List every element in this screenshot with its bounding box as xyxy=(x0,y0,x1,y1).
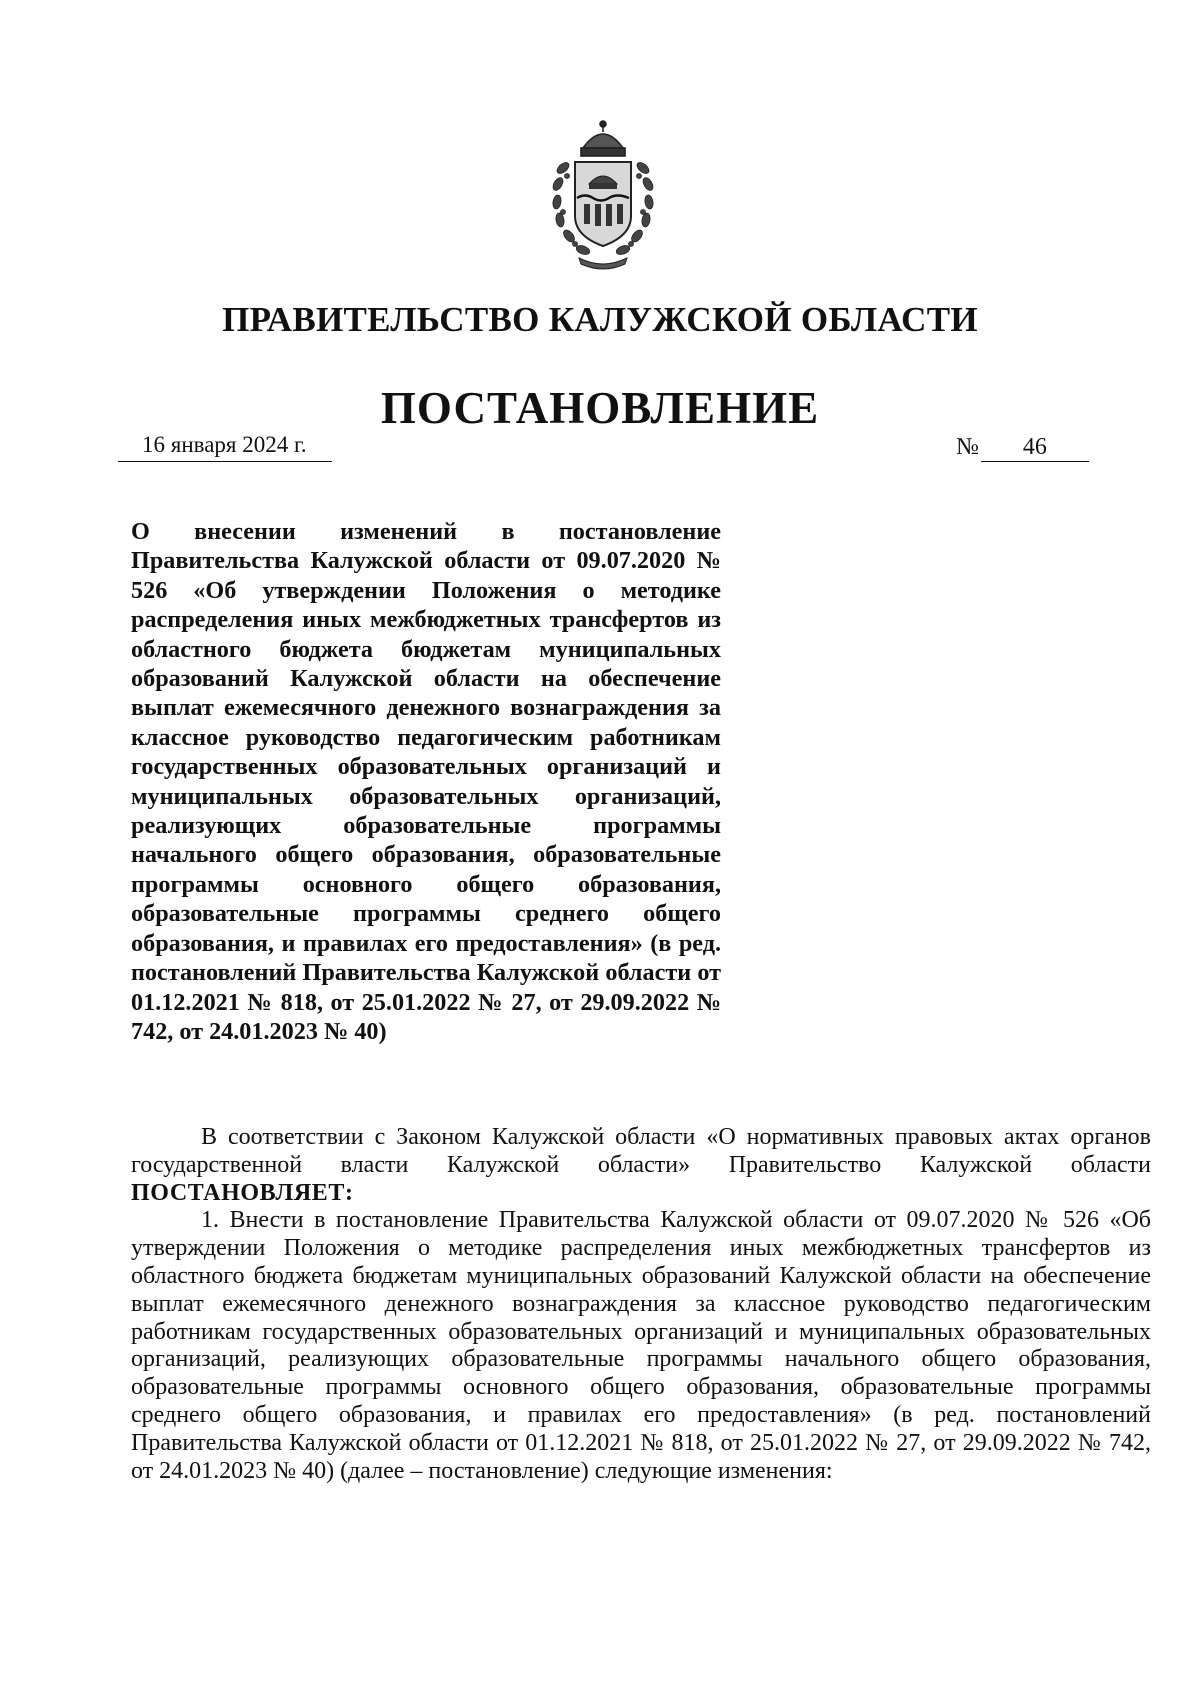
organization-title: ПРАВИТЕЛЬСТВО КАЛУЖСКОЙ ОБЛАСТИ xyxy=(222,300,978,339)
preamble-paragraph xyxy=(131,1124,1151,1207)
document-body xyxy=(131,1124,1151,1485)
coat-of-arms-emblem xyxy=(539,118,667,274)
resolves-keyword: ПОСТАНОВЛЯЕТ: xyxy=(131,1179,354,1206)
document-date: 16 января 2024 г. xyxy=(118,432,332,462)
item-1-paragraph: 1. Внести в постановление Правительства Калужской области от 09.07.2020 № 526 «Об утверждении Положения о методике распределения иных межбюджетных трансфертов из областного бюджета бюджетам муниципальных образований Калужской области на обеспечение выплат ежемесячного денежного вознаграждения за классное руководство педагогическим работникам государственных образовательных организаций и муниципальных образовательных организаций, реализующих образовательные программы начального общего образования, образовательные программы основного общего образования, образовательные программы среднего общего образования, и правилах его предоставления» (в ред. постановлений Правительства Калужской области от 01.12.2021 № 818, от 25.01.2022 № 27, от 29.09.2022 № 742, от 24.01.2023 № 40) (далее – постановление) следующие изменения: xyxy=(131,1207,1151,1484)
document-number xyxy=(956,434,1112,462)
number-label: № xyxy=(956,434,979,460)
kaluga-region-coat-of-arms-icon xyxy=(539,118,667,274)
document-type-heading: ПОСТАНОВЛЕНИЕ xyxy=(380,383,820,433)
preamble-text: В соответствии с Законом Калужской области «О нормативных правовых актах органов государственной власти Калужской области» Правительство Калужской области xyxy=(131,1124,1151,1178)
number-value: 46 xyxy=(981,434,1089,462)
document-subject: О внесении изменений в постановление Правительства Калужской области от 09.07.2020 № 526 «Об утверждении Положения о методике распределения иных межбюджетных трансфертов из областного бюджета бюджетам муниципальных образований Калужской области на обеспечение выплат ежемесячного денежного вознаграждения за классное руководство педагогическим работникам государственных образовательных организаций и муниципальных образовательных организаций, реализующих образовательные программы начального общего образования, образовательные программы основного общего образования, образовательные программы среднего общего образования, и правилах его предоставления» (в ред. постановлений Правительства Калужской области от 01.12.2021 № 818, от 25.01.2022 № 27, от 29.09.2022 № 742, от 24.01.2023 № 40) xyxy=(131,518,721,1045)
